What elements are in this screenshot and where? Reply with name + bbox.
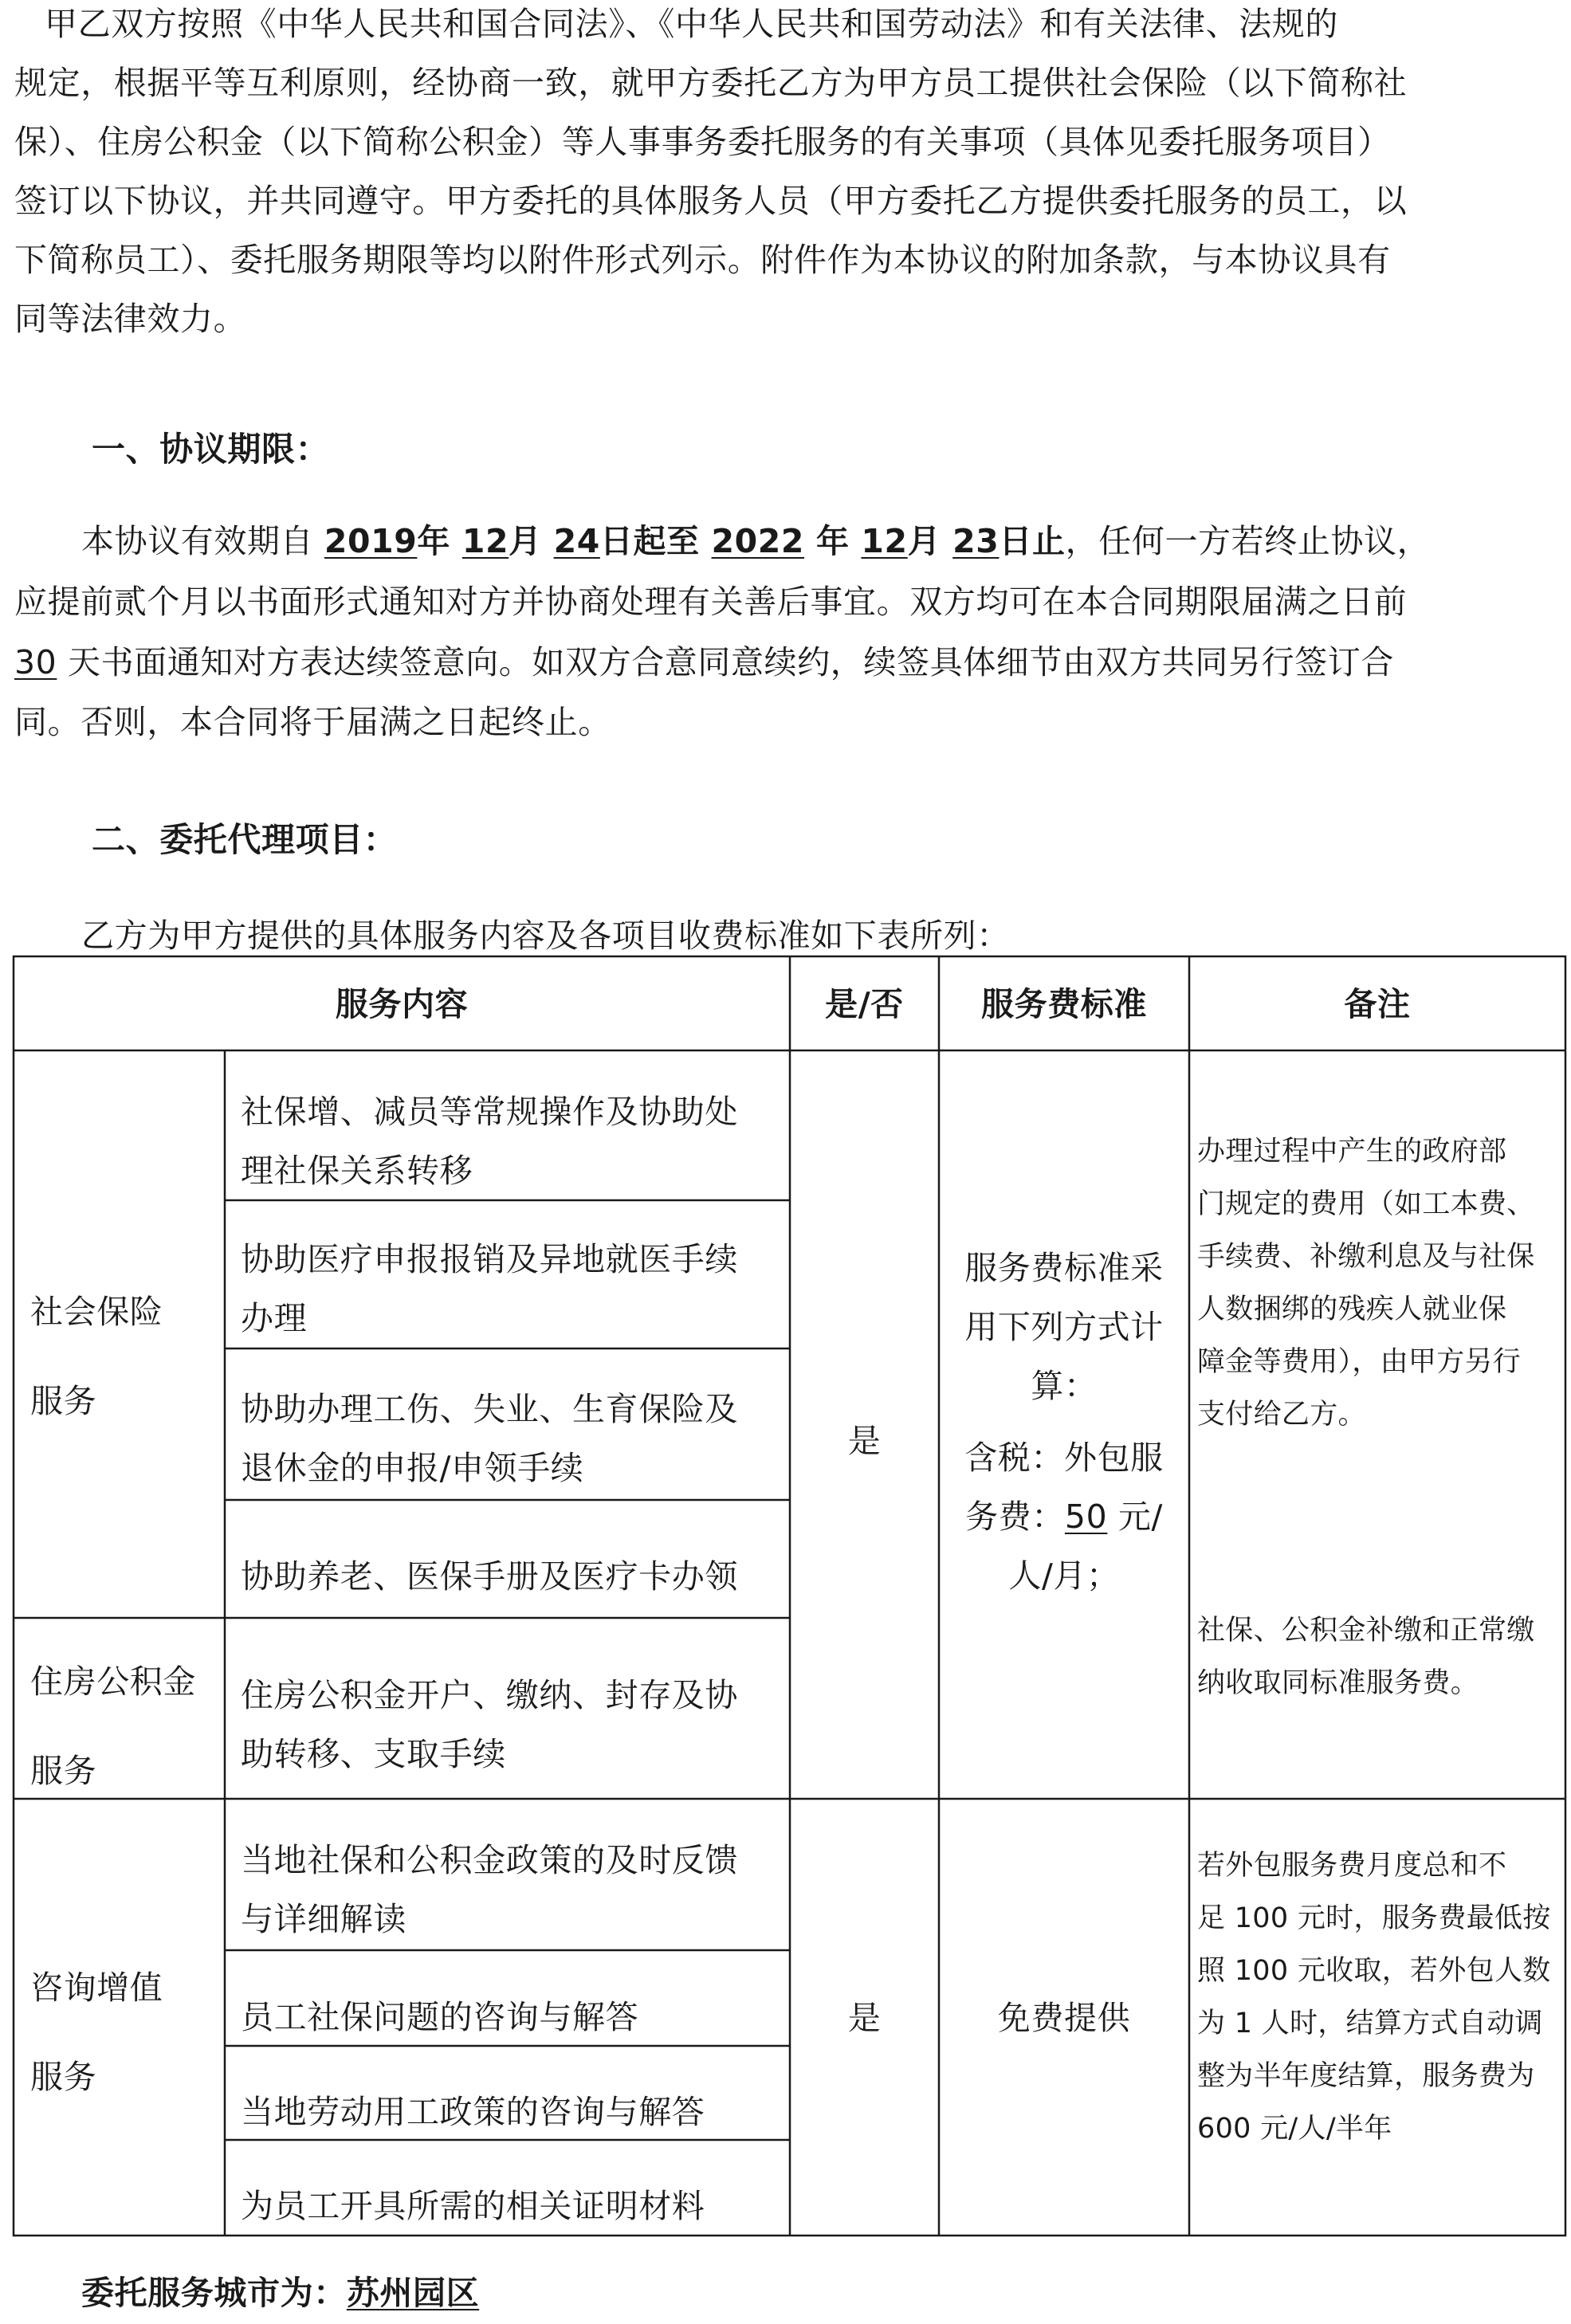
start-day: 24: [553, 522, 600, 560]
service-item-text: 助转移、支取手续: [241, 1735, 506, 1773]
fee-standard-top: [939, 1245, 1189, 1599]
term-line-3-rest: 天书面通知对方表达续签意向。如双方合意同意续约，续签具体细节由双方共同另行签订合: [57, 643, 1395, 681]
category-housing-line-2: 服务: [30, 1752, 97, 1790]
service-item-social-2: [241, 1230, 738, 1348]
end-suffix: 日止: [999, 522, 1066, 560]
fee-text: 务费：: [965, 1498, 1065, 1536]
fee-text: 元/: [1117, 1498, 1163, 1536]
start-month: 12: [461, 522, 509, 560]
fee-amount: 50: [1064, 1498, 1108, 1536]
term-line-2: 应提前贰个月以书面形式通知对方并协商处理有关善后事宜。双方均可在本合同期限届满之日前: [14, 583, 1408, 621]
remark-text: 纳收取同标准服务费。: [1197, 1667, 1479, 1699]
service-item-text: 办理: [241, 1299, 308, 1337]
remark-text: 办理过程中产生的政府部: [1197, 1136, 1507, 1168]
remark-text: 照 100 元收取，若外包人数: [1197, 1955, 1551, 1987]
yes-no-bottom: 是: [847, 1999, 882, 2037]
service-city-value: 苏州园区: [346, 2274, 480, 2312]
end-month: 12: [861, 522, 908, 560]
end-month-char: 月: [907, 522, 941, 560]
service-item-text: 协助养老、医保手册及医疗卡办领: [241, 1557, 738, 1596]
category-social-line-2: 服务: [30, 1382, 97, 1420]
fee-text: 含税：外包服: [964, 1439, 1164, 1477]
remark-3: [1197, 1839, 1551, 2155]
start-year: 2019: [324, 522, 418, 560]
fee-text: 人/月；: [1008, 1557, 1120, 1595]
service-item-text: 理社保关系转移: [241, 1152, 473, 1190]
term-line-1: [81, 522, 1430, 560]
header-fee-standard: 服务费标准: [981, 985, 1147, 1023]
service-item-text: 社保增、减员等常规操作及协助处: [241, 1093, 738, 1131]
intro-line-3: 保）、住房公积金（以下简称公积金）等人事事务委托服务的有关事项（具体见委托服务项目）: [14, 123, 1391, 161]
service-item-consult-1: [241, 1831, 738, 1949]
service-item-text: 为员工开具所需的相关证明材料: [241, 2187, 705, 2225]
service-city-label: 委托服务城市为：: [81, 2274, 347, 2312]
category-consulting: [30, 1957, 163, 2107]
service-city-line: [81, 2274, 479, 2312]
remark-text: 为 1 人时，结算方式自动调: [1197, 2008, 1543, 2039]
remark-text: 足 100 元时，服务费最低按: [1197, 1902, 1551, 1934]
service-item-social-1: [241, 1082, 738, 1200]
term-tail: ，任何一方若终止协议，: [1065, 522, 1431, 560]
service-item-housing-1: [241, 1666, 738, 1784]
remark-text: 支付给乙方。: [1197, 1399, 1366, 1431]
remark-text: 障金等费用），由甲方另行: [1197, 1346, 1522, 1378]
intro-line-6: 同等法律效力。: [14, 300, 247, 338]
service-item-consult-2: [241, 1987, 638, 2047]
remark-text: 若外包服务费月度总和不: [1197, 1850, 1507, 1882]
service-item-consult-4: [241, 2176, 705, 2236]
category-consult-line-1: 咨询增值: [30, 1969, 163, 2007]
section1-title: 一、协议期限：: [92, 430, 330, 469]
remark-text: 600 元/人/半年: [1197, 2113, 1392, 2145]
remark-text: 社保、公积金补缴和正常缴: [1197, 1615, 1535, 1647]
intro-line-5: 下简称员工）、委托服务期限等均以附件形式列示。附件作为本协议的附加条款，与本协议具有: [14, 241, 1391, 279]
end-day: 23: [952, 522, 1000, 560]
start-month-char: 月: [509, 522, 542, 560]
end-year: 2022: [711, 522, 805, 560]
service-item-social-4: [241, 1546, 738, 1607]
remark-text: 整为半年度结算，服务费为: [1197, 2060, 1535, 2092]
end-year-char: 年: [815, 522, 850, 560]
notice-days: 30: [14, 643, 57, 681]
category-social-insurance: [30, 1282, 163, 1431]
service-item-text: 协助办理工伤、失业、生育保险及: [241, 1390, 738, 1428]
fee-standard-bottom: 免费提供: [997, 1999, 1131, 2037]
fee-text: 算：: [1031, 1367, 1098, 1405]
service-item-social-3: [241, 1380, 738, 1498]
header-service-content: 服务内容: [335, 985, 469, 1023]
category-consult-line-2: 服务: [30, 2058, 97, 2096]
fee-text: 服务费标准采: [964, 1249, 1164, 1287]
category-housing-line-1: 住房公积金: [30, 1663, 196, 1701]
remark-text: 手续费、补缴利息及与社保: [1197, 1241, 1535, 1273]
category-housing-fund: [30, 1651, 196, 1801]
start-suffix: 日起至: [599, 522, 700, 560]
start-year-char: 年: [417, 522, 450, 560]
term-prefix: 本协议有效期自: [81, 522, 324, 560]
remark-2: [1197, 1604, 1535, 1710]
service-item-text: 当地社保和公积金政策的及时反馈: [241, 1841, 738, 1879]
intro-line-2: 规定，根据平等互利原则，经协商一致，就甲方委托乙方为甲方员工提供社会保险（以下简称社: [14, 64, 1408, 102]
yes-no-top: 是: [847, 1422, 882, 1460]
service-item-text: 当地劳动用工政策的咨询与解答: [241, 2093, 705, 2131]
category-social-line-1: 社会保险: [30, 1293, 163, 1331]
header-yes-no: 是/否: [825, 985, 904, 1023]
service-item-text: 退休金的申报/申领手续: [241, 1449, 584, 1487]
section2-title: 二、委托代理项目：: [92, 820, 398, 859]
section2-intro: 乙方为甲方提供的具体服务内容及各项目收费标准如下表所列：: [81, 917, 1010, 955]
service-item-text: 住房公积金开户、缴纳、封存及协: [241, 1676, 738, 1714]
service-item-text: 员工社保问题的咨询与解答: [241, 1998, 639, 2036]
header-remark: 备注: [1344, 985, 1411, 1023]
service-item-consult-3: [241, 2082, 705, 2142]
intro-line-4: 签订以下协议，并共同遵守。甲方委托的具体服务人员（甲方委托乙方提供委托服务的员工，以: [14, 182, 1408, 220]
remark-text: 人数捆绑的残疾人就业保: [1197, 1294, 1507, 1325]
remark-1: [1197, 1125, 1535, 1441]
term-line-4: 同。否则，本合同将于届满之日起终止。: [14, 703, 611, 741]
fee-text: 用下列方式计: [964, 1308, 1164, 1346]
service-item-text: 与详细解读: [241, 1900, 406, 1938]
service-item-text: 协助医疗申报报销及异地就医手续: [241, 1240, 738, 1278]
intro-line-1: 甲乙双方按照《中华人民共和国合同法》、《中华人民共和国劳动法》和有关法律、法规的: [45, 5, 1338, 43]
remark-text: 门规定的费用（如工本费、: [1197, 1188, 1535, 1220]
term-line-3: [14, 643, 1394, 681]
